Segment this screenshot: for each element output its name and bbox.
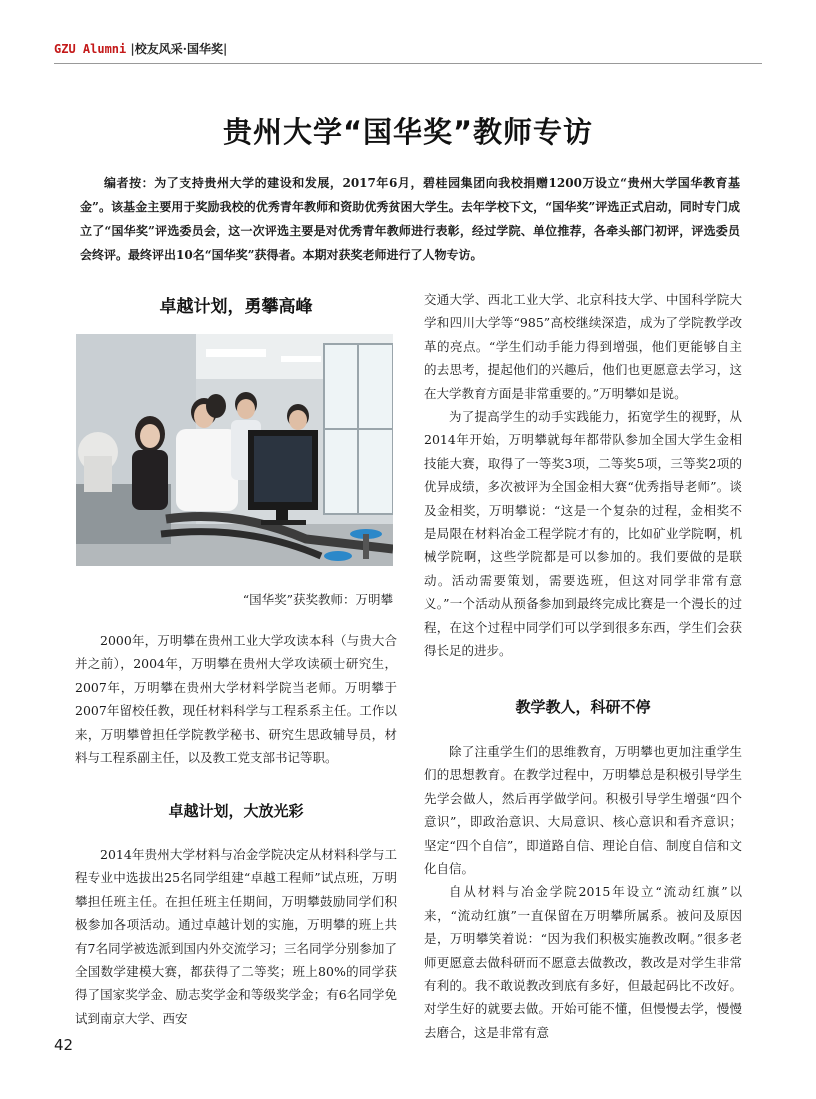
header-divider: [54, 63, 762, 64]
section-heading-1: 卓越计划，勇攀高峰: [159, 297, 313, 317]
right-column-bottom: [424, 740, 742, 1044]
section-heading-3: 教学教人，科研不停: [515, 698, 651, 716]
section-heading-2: 卓越计划，大放光彩: [168, 802, 304, 820]
page-number: 42: [54, 1036, 74, 1054]
page-title: 贵州大学“国华奖”教师专访: [222, 115, 594, 149]
header-alumni-label: GZU Alumni: [54, 42, 127, 56]
photo-caption: “国华奖”获奖教师：万明攀: [242, 592, 393, 607]
left-column-paragraph-1: [75, 629, 397, 769]
running-header: GZU Alumni |校友风采·国华奖|: [54, 42, 228, 56]
lab-photo-illustration: [76, 334, 393, 566]
editor-note: 编者按：为了支持贵州大学的建设和发展，2017年6月，碧桂园集团向我校捐赠1200万设立“贵州大学国华教育基金”。该基金主要用于奖励我校的优秀青年教师和资助优秀贫困大学生。去年学校下文，“国华奖”评选正式启动，同时专门成立了“国华奖”评选委员会，这一次评选主要是对优秀青年教师进行表彰，经过学院、单位推荐，各牵头部门初评，评选委员会终评。最终评出10名“国华奖”获得者。本期对获奖老师进行了人物专访。: [80, 176, 740, 262]
paragraph: 2000年，万明攀在贵州工业大学攻读本科（与贵大合并之前），2004年，万明攀在贵州大学攻读硕士研究生，2007年，万明攀在贵州大学材料学院当老师。万明攀于2007年留校任教，现任材料科学与工程系系主任。工作以来，万明攀曾担任学院教学秘书、研究生思政辅导员，材料与工程系副主任，以及教工党支部书记等职。: [75, 633, 397, 766]
left-column-paragraph-2: [75, 843, 397, 1030]
paragraph: 交通大学、西北工业大学、北京科技大学、中国科学院大学和四川大学等“985”高校继续深造，成为了学院教学改革的亮点。“学生们动手能力得到增强，他们更能够自主的去思考，提起他们的兴趣后，他们也更愿意去学习，这在大学教育方面是非常重要的。”万明攀如是说。: [424, 292, 742, 401]
paragraph: 为了提高学生的动手实践能力，拓宽学生的视野，从2014年开始，万明攀就每年都带队参加全国大学生金相技能大赛，取得了一等奖3项，二等奖5项，三等奖2项的优异成绩，多次被评为全国金相大赛“优秀指导老师”。谈及金相奖，万明攀说：“这是一个复杂的过程，金相奖不是局限在材料冶金工程学院才有的，比如矿业学院啊，机械学院啊，这些学院都是可以参加的。我们要做的是联动。活动需要策划，需要选班，但这对同学非常有意义。”一个活动从预备参加到最终完成比赛是一个漫长的过程，在这个过程中同学们可以学到很多东西，学生们会获得长足的进步。: [424, 409, 742, 659]
header-section-label: 校友风采·国华奖: [134, 42, 223, 56]
paragraph: 自从材料与冶金学院2015年设立“流动红旗”以来，“流动红旗”一直保留在万明攀所属系。被问及原因是，万明攀笑着说：“因为我们积极实施教改啊。”很多老师更愿意去做科研而不愿意去做教改，教改是对学生非常有利的。我不敢说教改到底有多好，但最起码比不改好。对学生好的就要去做。开始可能不懂，但慢慢去学，慢慢去磨合，这是非常有意: [424, 884, 742, 1040]
right-column-top: [424, 288, 742, 663]
interview-photo: [76, 334, 393, 566]
paragraph: 除了注重学生们的思维教育，万明攀也更加注重学生们的思想教育。在教学过程中，万明攀总是积极引导学生先学会做人，然后再学做学问。积极引导学生增强“四个意识”，即政治意识、大局意识、核心意识和看齐意识；坚定“四个自信”，即道路自信、理论自信、制度自信和文化自信。: [424, 744, 742, 877]
paragraph: 2014年贵州大学材料与冶金学院决定从材料科学与工程专业中选拔出25名同学组建“卓越工程师”试点班，万明攀担任班主任。在担任班主任期间，万明攀鼓励同学们积极参加各项活动。通过卓越计划的实施，万明攀的班上共有7名同学被选派到国内外交流学习；三名同学分别参加了全国数学建模大赛，都获得了二等奖；班上80%的同学获得了国家奖学金、励志奖学金和等级奖学金；有6名同学免试到南京大学、西安: [75, 847, 397, 1026]
